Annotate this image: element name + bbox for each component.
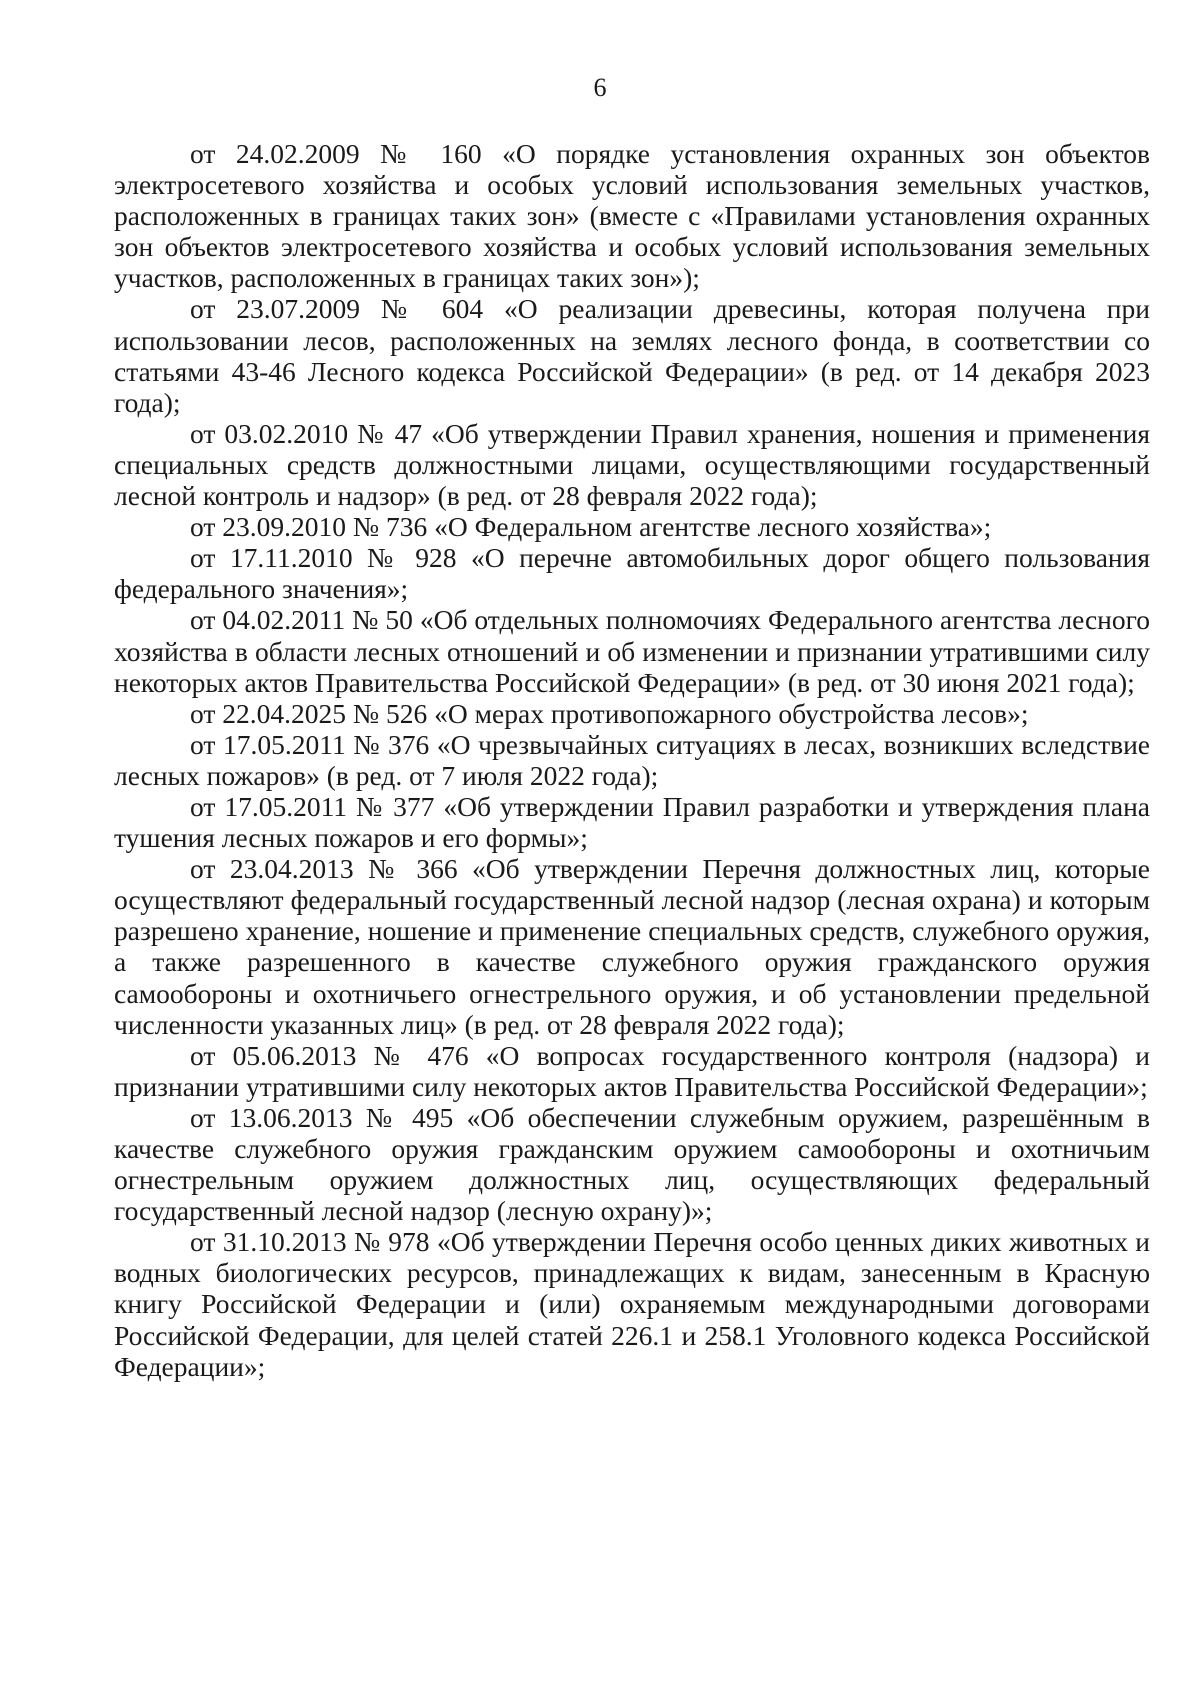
paragraph-3: от 03.02.2010 № 47 «Об утверждении Правил хранения, ношения и применения специальных средств должностными лицами, осуществляющими государственный лесной контроль и надзор» (в ред. от 28 февраля 2022 года); (114, 417, 1150, 512)
paragraph-5: от 17.11.2010 № 928 «О перечне автомобильных дорог общего пользования федерального значения»; (114, 542, 1150, 605)
paragraph-7: от 22.04.2025 № 526 «О мерах противопожарного обустройства лесов»; (190, 697, 1029, 729)
paragraph-1: от 24.02.2009 № 160 «О порядке установления охранных зон объектов электросетевого хозяйства и особых условий использования земельных участков, расположенных в границах таких зон» (вместе с «Правилами установления охранных зон объектов электросетевого хозяйства и особых условий использования земельных участков, расположенных в границах таких зон»); (114, 138, 1150, 294)
paragraph-11: от 05.06.2013 № 476 «О вопросах государственного контроля (надзора) и признании утратившими силу некоторых актов Правительства Российской Федерации»; (114, 1039, 1150, 1102)
paragraph-10: от 23.04.2013 № 366 «Об утверждении Перечня должностных лиц, которые осуществляют федеральный государственный лесной надзор (лесная охрана) и которым разрешено хранение, ношение и применение специальных средств, служебного оружия, а также разрешенного в качестве служебного оружия гражданского оружия самообороны и охотничьего огнестрельного оружия, и об установлении предельной численности указанных лиц» (в ред. от 28 февраля 2022 года); (114, 853, 1150, 1040)
page-number: 6 (593, 73, 607, 102)
paragraph-4: от 23.09.2010 № 736 «О Федеральном агентстве лесного хозяйства»; (190, 511, 992, 543)
paragraph-9: от 17.05.2011 № 377 «Об утверждении Правил разработки и утверждения плана тушения лесных пожаров и его формы»; (114, 790, 1150, 854)
paragraph-6: от 04.02.2011 № 50 «Об отдельных полномочиях Федерального агентства лесного хозяйства в области лесных отношений и об изменении и признании утратившими силу некоторых актов Правительства Российской Федерации» (в ред. от 30 июня 2021 года); (114, 604, 1150, 698)
paragraph-8: от 17.05.2011 № 376 «О чрезвычайных ситуациях в лесах, возникших вследствие лесных пожаров» (в ред. от 7 июля 2022 года); (114, 728, 1150, 791)
paragraph-12: от 13.06.2013 № 495 «Об обеспечении служебным оружием, разрешённым в качестве служебного оружия гражданским оружием самообороны и охотничьим огнестрельным оружием должностных лиц, осуществляющих федеральный государственный лесной надзор (лесную охрану)»; (114, 1101, 1150, 1227)
paragraph-2: от 23.07.2009 № 604 «О реализации древесины, которая получена при использовании лесов, расположенных на землях лесного фонда, в соответствии со статьями 43-46 Лесного кодекса Российской Федерации» (в ред. от 14 декабря 2023 года); (114, 293, 1150, 418)
paragraph-13: от 31.10.2013 № 978 «Об утверждении Перечня особо ценных диких животных и водных биологических ресурсов, принадлежащих к видам, занесенным в Красную книгу Российской Федерации и (или) охраняемым международными договорами Российской Федерации, для целей статей 226.1 и 258.1 Уголовного кодекса Российской Федерации»; (114, 1226, 1150, 1382)
document-body (114, 138, 1150, 1382)
